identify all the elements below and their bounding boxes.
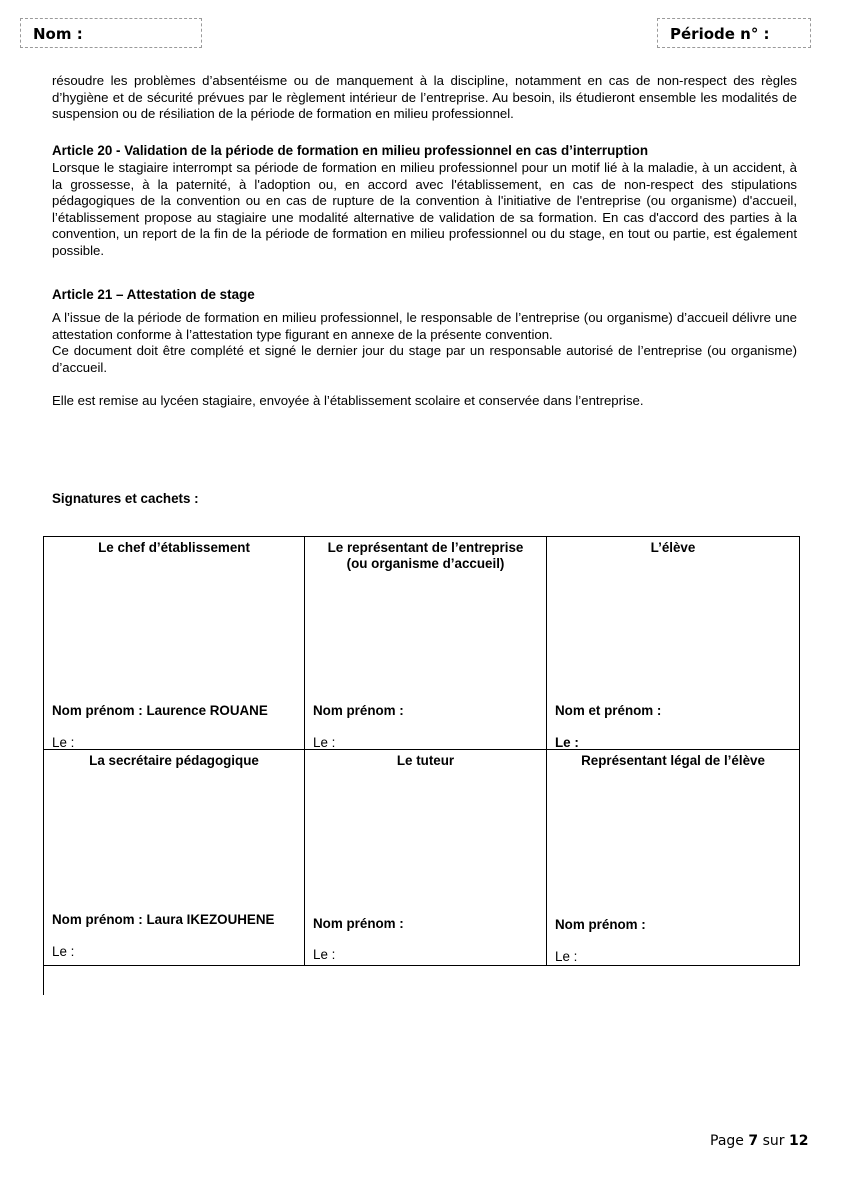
- cell-title: La secrétaire pédagogique: [89, 753, 259, 768]
- cell-title: Le chef d’établissement: [98, 540, 250, 555]
- article21-body-line1: A l’issue de la période de formation en milieu professionnel, le responsable de l’entreprise (ou organisme) d’accueil délivre une attestation conforme à l’attestation type figurant en annexe de la présente convention.: [52, 310, 797, 342]
- signature-cell-chef[interactable]: [44, 537, 305, 750]
- cell-name: Nom et prénom :: [555, 703, 662, 718]
- signature-cell-representant-legal[interactable]: [547, 750, 800, 966]
- cell-date: Le :: [555, 735, 579, 750]
- cell-title: Représentant légal de l’élève: [581, 753, 765, 768]
- article21-title: Article 21 – Attestation de stage: [52, 287, 255, 302]
- page-prefix: Page: [710, 1133, 744, 1149]
- signature-cell-representant[interactable]: [305, 537, 547, 750]
- nom-field-box: [20, 18, 202, 48]
- cell-title-line2: (ou organisme d’accueil): [346, 556, 505, 571]
- signatures-row: [44, 537, 800, 750]
- article21-body-line3: Elle est remise au lycéen stagiaire, envoyée à l’établissement scolaire et conservée dans l’entreprise.: [52, 393, 644, 408]
- cell-name: Nom prénom : Laura IKEZOUHENE: [52, 912, 275, 927]
- signatures-row: [44, 750, 800, 966]
- periode-label: Période n° :: [670, 25, 770, 43]
- cell-date: Le :: [313, 947, 336, 962]
- cell-name: Nom prénom :: [555, 917, 646, 932]
- cell-date: Le :: [555, 949, 578, 964]
- article20-title: Article 20 - Validation de la période de formation en milieu professionnel en cas d’interruption: [52, 143, 649, 158]
- article21-body-line2: Ce document doit être complété et signé le dernier jour du stage par un responsable autorisé de l’entreprise (ou organisme) d’accueil.: [52, 343, 797, 375]
- periode-field-box: [657, 18, 811, 48]
- page-mid: sur: [762, 1133, 785, 1149]
- cell-date: Le :: [52, 735, 75, 750]
- signatures-title: Signatures et cachets :: [52, 491, 199, 506]
- cell-title: L’élève: [650, 540, 696, 555]
- page-total: 12: [788, 1133, 809, 1149]
- cell-name: Nom prénom : Laurence ROUANE: [52, 703, 268, 718]
- table-tail-line: [43, 965, 44, 995]
- cell-date: Le :: [313, 735, 336, 750]
- cell-name: Nom prénom :: [313, 703, 404, 718]
- page-number: [710, 1133, 808, 1149]
- nom-label: Nom :: [33, 25, 83, 43]
- cell-title: Le tuteur: [396, 753, 455, 768]
- signature-cell-eleve[interactable]: [547, 537, 800, 750]
- article20-body: Lorsque le stagiaire interrompt sa période de formation en milieu professionnel pour un motif lié à la maladie, à un accident, à la grossesse, à la paternité, à l'adoption ou, en accord avec l'établissement, en cas de non-respect des stipulations pédagogiques de la convention ou en cas de rupture de la convention à l'initiative de l'entreprise (ou organisme) d'accueil, l’établissement propose au stagiaire une modalité alternative de validation de sa formation. En cas d'accord des parties à la convention, un report de la fin de la période de formation en milieu professionnel ou du stage, en tout ou partie, est également possible.: [52, 160, 797, 258]
- signature-cell-tuteur[interactable]: [305, 750, 547, 966]
- page-current: 7: [748, 1133, 759, 1149]
- cell-title-line1: Le représentant de l’entreprise: [327, 540, 524, 555]
- signature-cell-secretaire[interactable]: [44, 750, 305, 966]
- intro-paragraph: résoudre les problèmes d’absentéisme ou de manquement à la discipline, notamment en cas de non-respect des règles d’hygiène et de sécurité prévues par le règlement intérieur de l’entreprise. Au besoin, ils étudieront ensemble les modalités de suspension ou de résiliation de la période de formation en milieu professionnel.: [52, 73, 797, 121]
- cell-date: Le :: [52, 944, 75, 959]
- signatures-table: [43, 536, 800, 966]
- cell-title: [305, 537, 546, 572]
- cell-name: Nom prénom :: [313, 916, 404, 931]
